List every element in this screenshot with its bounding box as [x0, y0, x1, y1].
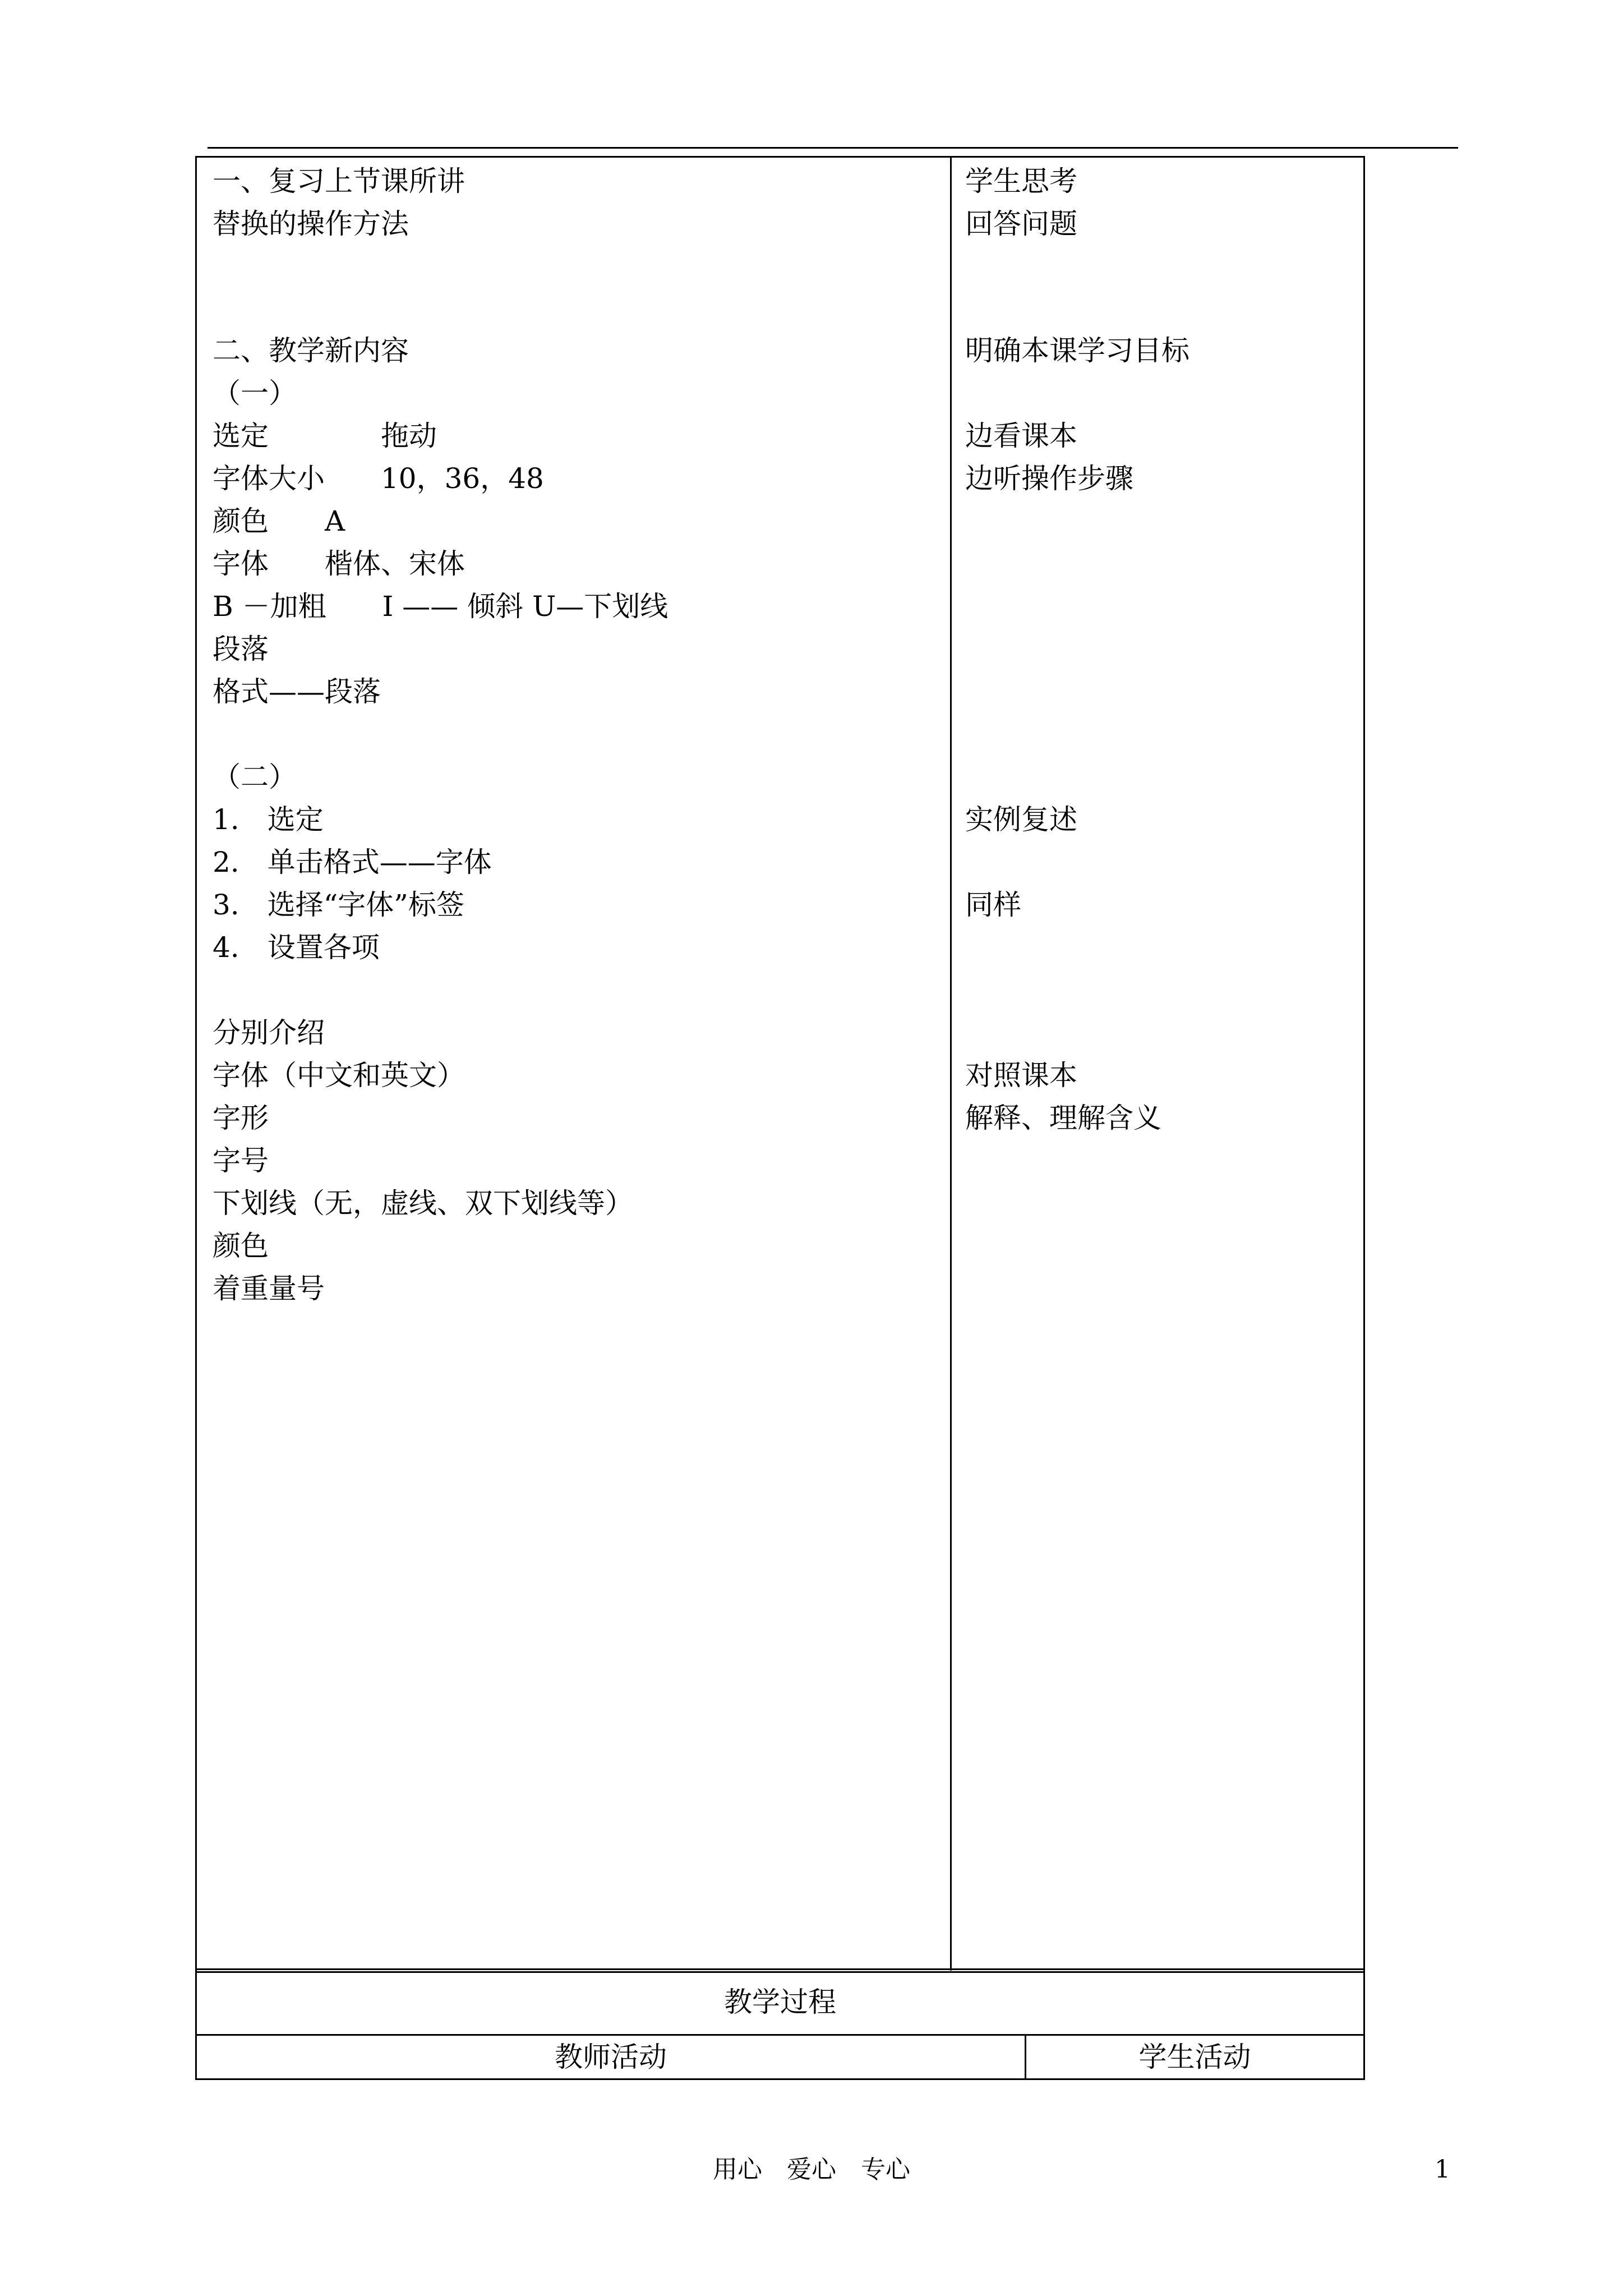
left-line-21: 下划线（无，虚线、双下划线等）: [213, 1187, 633, 1220]
left-line-10: 段落: [213, 633, 269, 665]
activity-header-row: [195, 2034, 1365, 2080]
left-line-11: 格式——段落: [213, 675, 381, 708]
left-line-17: 分别介绍: [213, 1016, 325, 1049]
left-line-3: 二、教学新内容: [213, 334, 409, 367]
right-line-6: 实例复述: [965, 803, 1077, 836]
left-line-14: 2. 单击格式——字体: [213, 846, 492, 878]
right-line-9: 解释、理解含义: [965, 1102, 1161, 1134]
process-row: [195, 1970, 1365, 2034]
left-line-9: B －加粗 I —— 倾斜 U—下划线: [213, 590, 668, 623]
right-line-4: 边看课本: [965, 420, 1077, 452]
right-line-5: 边听操作步骤: [965, 462, 1133, 495]
header-rule: [208, 147, 1458, 149]
left-line-22: 颜色: [213, 1230, 269, 1262]
left-line-13: 1. 选定: [213, 803, 324, 836]
lesson-table: [195, 156, 1365, 1970]
column-divider: [950, 158, 952, 1971]
right-line-1: 学生思考: [965, 165, 1077, 197]
right-line-3: 明确本课学习目标: [965, 334, 1189, 367]
process-label: 教学过程: [724, 1986, 836, 2018]
student-activity-label: 学生活动: [1138, 2041, 1251, 2073]
left-line-2: 替换的操作方法: [213, 208, 409, 240]
left-line-4: （一）: [213, 377, 297, 409]
left-line-15: 3. 选择“字体”标签: [213, 889, 464, 921]
right-line-7: 同样: [965, 889, 1021, 921]
right-line-8: 对照课本: [965, 1059, 1077, 1092]
left-line-19: 字形: [213, 1102, 269, 1134]
right-line-2: 回答问题: [965, 208, 1077, 240]
left-line-16: 4. 设置各项: [213, 931, 380, 964]
left-line-6: 字体大小 10，36，48: [213, 462, 544, 495]
left-line-1: 一、复习上节课所讲: [213, 165, 465, 197]
left-line-20: 字号: [213, 1144, 269, 1177]
teacher-activity-label: 教师活动: [555, 2041, 667, 2073]
left-line-8: 字体 楷体、宋体: [213, 547, 465, 580]
page-footer-motto: 用心 爱心 专心: [713, 2155, 910, 2184]
page-number: 1: [1435, 2155, 1450, 2184]
left-line-7: 颜色 A: [213, 505, 345, 537]
left-line-23: 着重量号: [213, 1272, 325, 1305]
left-line-18: 字体（中文和英文）: [213, 1059, 465, 1092]
left-line-12: （二）: [213, 761, 297, 793]
left-line-5: 选定 拖动: [213, 420, 437, 452]
